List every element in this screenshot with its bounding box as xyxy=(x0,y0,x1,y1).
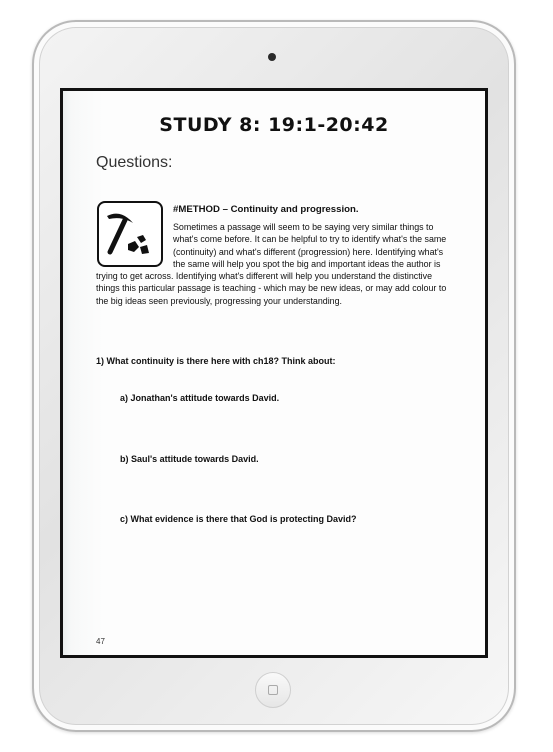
sub-question-b: b) Saul's attitude towards David. xyxy=(120,454,259,464)
sub-question-a: a) Jonathan's attitude towards David. xyxy=(120,393,280,403)
home-button-icon[interactable] xyxy=(255,672,291,708)
section-heading: Questions: xyxy=(96,154,173,171)
camera-icon xyxy=(268,53,276,61)
question-1: 1) What continuity is there here with ch18? Think about: xyxy=(96,356,336,366)
document-page xyxy=(63,91,485,655)
page-title: STUDY 8: 19:1-20:42 xyxy=(159,114,389,136)
method-body xyxy=(96,221,454,307)
sub-question-c: c) What evidence is there that God is protecting David? xyxy=(120,514,357,524)
method-body-text: Sometimes a passage will seem to be saying very similar things to what's come before. It can be helpful to try to identify what's the same (continuity) and what's different (progression) here. Identifying what's the same will help you spot the big and important ideas the author is trying to get across. Identifying what's different will help you understand the distinctive things this particular passage is teaching - which may be new ideas, or may add colour to the big ideas seen previously, progressing your understanding. xyxy=(96,222,447,306)
home-square-icon xyxy=(268,685,278,695)
page-number: 47 xyxy=(96,637,105,646)
tablet-screen xyxy=(60,88,488,658)
method-heading: #METHOD – Continuity and progression. xyxy=(173,204,359,215)
